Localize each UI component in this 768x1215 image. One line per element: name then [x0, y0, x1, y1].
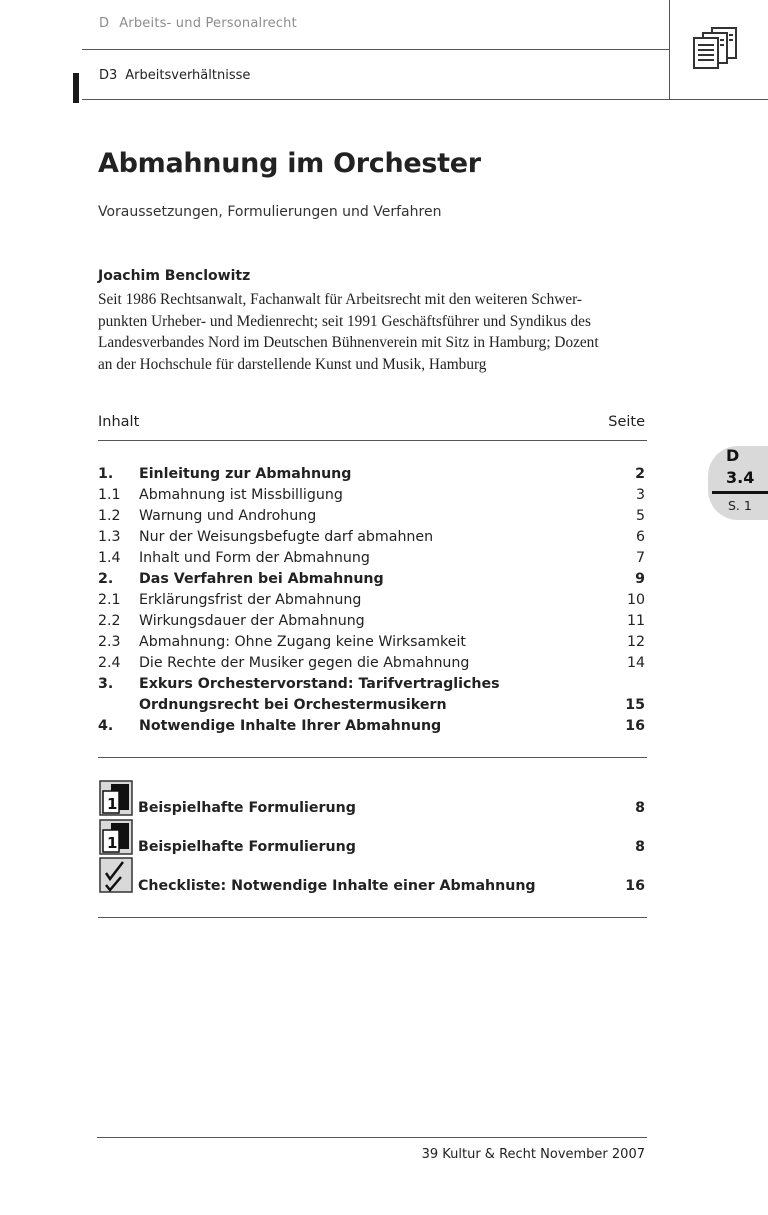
page-subtitle: Voraussetzungen, Formulierungen und Verfahren: [98, 204, 442, 220]
extra-label: Beispielhafte Formulierung: [138, 839, 356, 855]
toc-entry-label: Ordnungsrecht bei Orchestermusikern: [139, 697, 447, 713]
toc-entry-page: 6: [635, 529, 645, 545]
register-tab-page: S. 1: [728, 498, 752, 513]
toc-entry[interactable]: [98, 695, 645, 716]
section-title: Arbeits- und Personalrecht: [119, 16, 297, 31]
toc-entry[interactable]: [98, 569, 645, 590]
toc-entry[interactable]: [98, 548, 645, 569]
toc-divider-bottom: [98, 757, 647, 758]
register-tab-number: 3.4: [726, 468, 755, 487]
bio-line: punkten Urheber- und Medienrecht; seit 1991 Geschäftsführer und Syndikus des: [98, 312, 591, 330]
toc-entry[interactable]: [98, 632, 645, 653]
section-header: [99, 16, 297, 31]
author-name: Joachim Benclowitz: [98, 268, 251, 284]
toc-entry-number: 1.2: [98, 508, 121, 524]
footer-divider: [97, 1137, 647, 1138]
bio-line: Seit 1986 Rechtsanwalt, Fachanwalt für Arbeitsrecht mit den weiteren Schwer-: [98, 291, 582, 308]
extra-page: 8: [635, 839, 645, 855]
toc-heading-page: Seite: [608, 414, 645, 430]
toc-entry-label: Das Verfahren bei Abmahnung: [139, 571, 384, 587]
toc-divider: [98, 440, 647, 441]
toc-list: [98, 464, 645, 737]
toc-entry[interactable]: [98, 485, 645, 506]
bio-line: an der Hochschule für darstellende Kunst und Musik, Hamburg: [98, 355, 487, 373]
bio-line: Landesverbandes Nord im Deutschen Bühnenverein mit Sitz in Hamburg; Dozent: [98, 334, 599, 351]
toc-entry-number: 1.: [98, 466, 114, 482]
toc-entry-label: Wirkungsdauer der Abmahnung: [139, 613, 365, 629]
toc-entry[interactable]: [98, 464, 645, 485]
subsection-code: D3: [99, 68, 118, 83]
toc-entry-number: 2.1: [98, 592, 121, 608]
toc-entry-label: Die Rechte der Musiker gegen die Abmahnung: [139, 655, 470, 671]
toc-entry-page: 11: [626, 613, 645, 629]
toc-entry-page: 7: [635, 550, 645, 566]
toc-entry-page: 5: [635, 508, 645, 524]
toc-entry-number: 1.1: [98, 487, 121, 503]
toc-entry-label: Abmahnung: Ohne Zugang keine Wirksamkeit: [139, 634, 466, 650]
footer-text: 39 Kultur & Recht November 2007: [421, 1147, 645, 1162]
toc-entry-page: 9: [635, 571, 645, 587]
toc-entry-page: 14: [626, 655, 645, 671]
toc-entry[interactable]: [98, 653, 645, 674]
toc-entry[interactable]: [98, 590, 645, 611]
toc-entry[interactable]: [98, 611, 645, 632]
subsection-title: Arbeitsverhältnisse: [125, 68, 251, 83]
toc-entry-page: 12: [626, 634, 645, 650]
author-bio: [98, 289, 645, 375]
extra-label: Checkliste: Notwendige Inhalte einer Abmahnung: [138, 878, 536, 894]
toc-heading: [98, 414, 645, 430]
toc-entry-number: 1.4: [98, 550, 121, 566]
toc-entry-label: Exkurs Orchestervorstand: Tarifvertragliches: [139, 676, 500, 692]
toc-entry-page: 16: [625, 718, 645, 734]
toc-entry-number: 4.: [98, 718, 114, 734]
toc-entry-number: 2.4: [98, 655, 121, 671]
toc-entry-page: 15: [625, 697, 645, 713]
toc-entry[interactable]: [98, 527, 645, 548]
toc-entry-label: Warnung und Androhung: [139, 508, 317, 524]
extra-page: 16: [625, 878, 645, 894]
toc-entry-number: 2.: [98, 571, 114, 587]
header-marker-bar: [73, 73, 79, 103]
sample-document-icon: [99, 819, 133, 855]
svg-text:1: 1: [107, 834, 118, 852]
toc-entry-page: 2: [635, 466, 645, 482]
toc-entry-label: Einleitung zur Abmahnung: [139, 466, 352, 482]
header-vertical-divider: [669, 0, 670, 100]
toc-entry-number: 3.: [98, 676, 114, 692]
toc-entry-number: 2.2: [98, 613, 121, 629]
header-divider: [82, 49, 670, 50]
page-title: Abmahnung im Orchester: [98, 148, 481, 179]
toc-entry-label: Inhalt und Form der Abmahnung: [139, 550, 370, 566]
toc-entry-page: 3: [635, 487, 645, 503]
register-tab: [708, 446, 768, 520]
extra-label: Beispielhafte Formulierung: [138, 800, 356, 816]
sample-document-icon: [99, 780, 133, 816]
svg-text:1: 1: [107, 795, 118, 813]
subsection-header: [99, 68, 250, 83]
checklist-icon: [99, 857, 133, 893]
document-stack-icon: [692, 26, 740, 70]
extra-page: 8: [635, 800, 645, 816]
toc-entry-number: 1.3: [98, 529, 121, 545]
register-tab-section: D: [726, 446, 740, 465]
header-divider-bottom: [82, 99, 768, 100]
toc-entry-label: Nur der Weisungsbefugte darf abmahnen: [139, 529, 434, 545]
toc-entry-page: 10: [626, 592, 645, 608]
toc-entry-number: 2.3: [98, 634, 121, 650]
register-tab-divider: [712, 491, 768, 494]
section-code: D: [99, 16, 110, 31]
toc-entry[interactable]: [98, 716, 645, 737]
toc-heading-contents: Inhalt: [98, 414, 140, 430]
toc-entry[interactable]: [98, 506, 645, 527]
toc-entry-label: Notwendige Inhalte Ihrer Abmahnung: [139, 718, 442, 734]
toc-entry[interactable]: [98, 674, 645, 695]
toc-entry-label: Erklärungsfrist der Abmahnung: [139, 592, 362, 608]
extras-divider: [98, 917, 647, 918]
toc-entry-label: Abmahnung ist Missbilligung: [139, 487, 343, 503]
